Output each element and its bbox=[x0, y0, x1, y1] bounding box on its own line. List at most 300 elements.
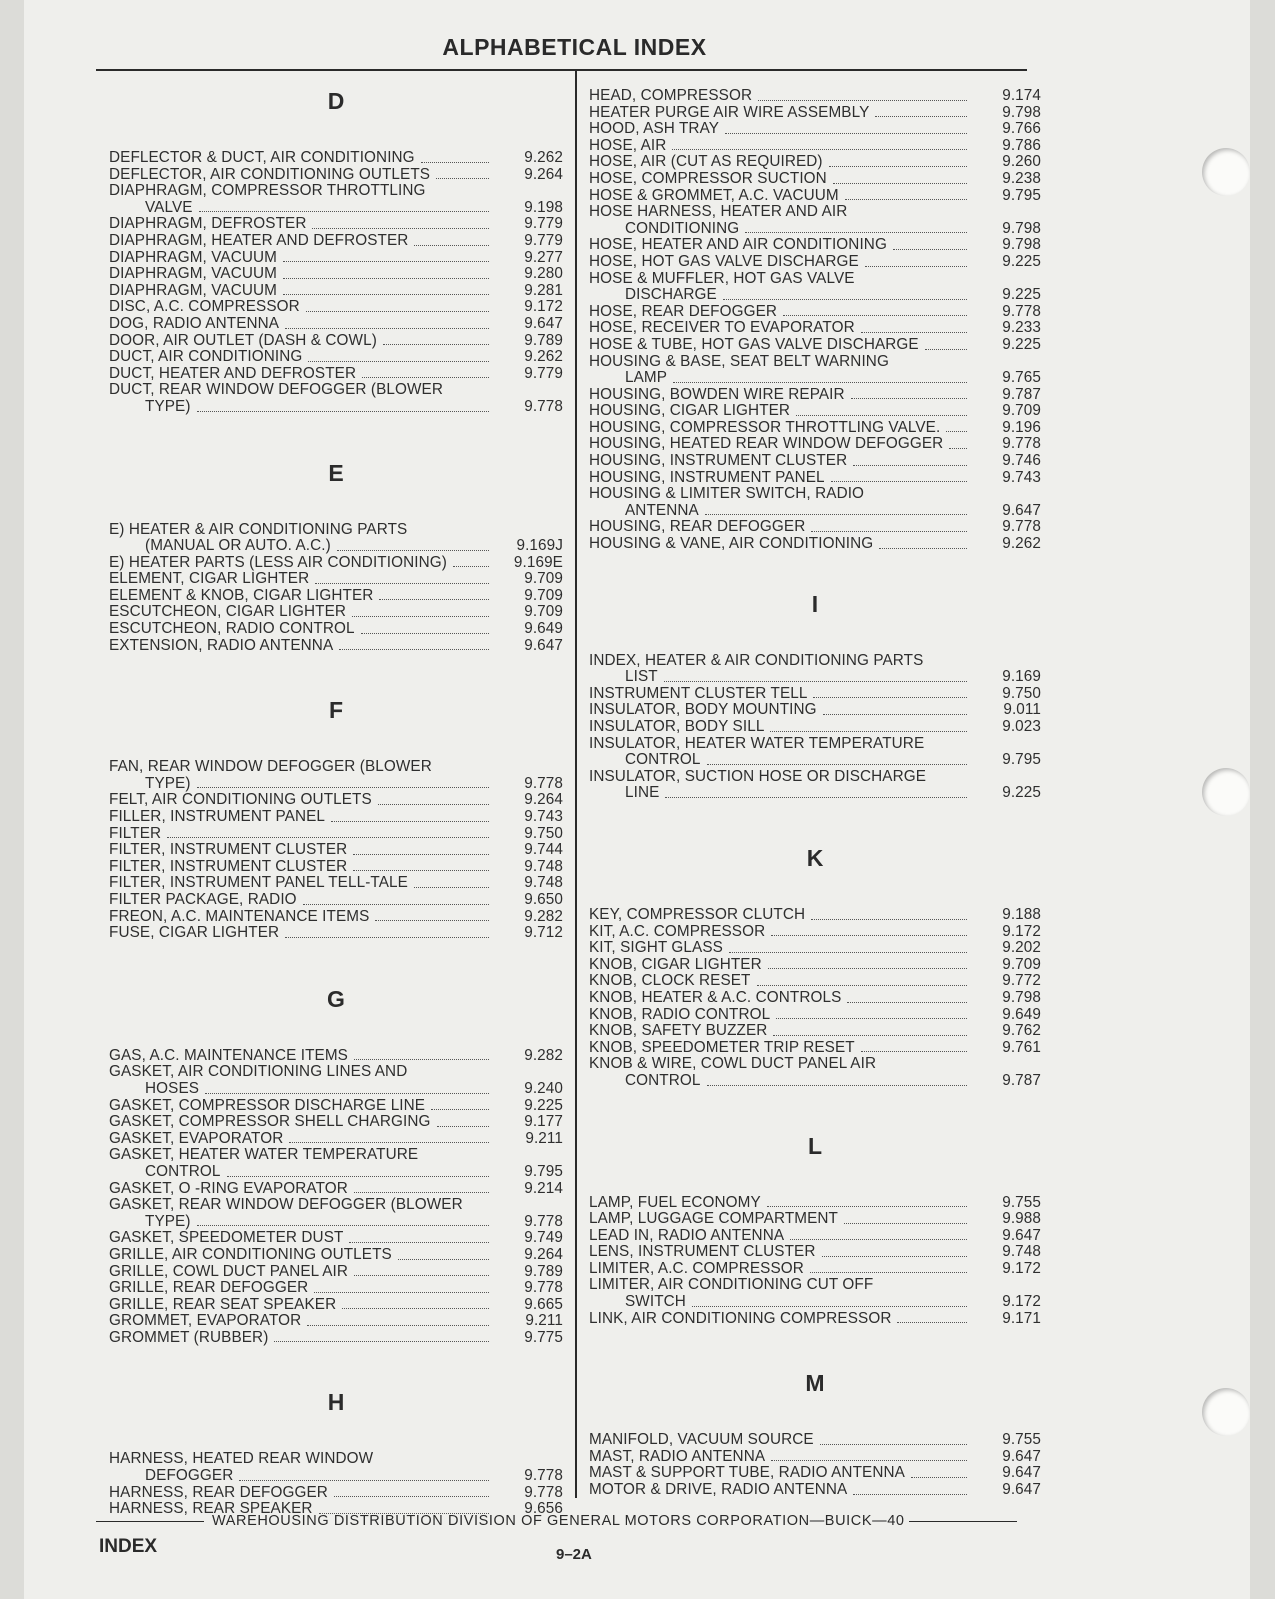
entry-page-number: 9.988 bbox=[1002, 1210, 1041, 1228]
dot-leader bbox=[813, 697, 967, 698]
entry-text: CONDITIONING bbox=[625, 219, 740, 237]
dot-leader bbox=[379, 599, 489, 600]
entry-page-number: 9.647 bbox=[524, 314, 563, 332]
index-entry bbox=[589, 957, 1041, 974]
entry-page-number: 9.778 bbox=[1002, 518, 1041, 536]
entry-page-number: 9.174 bbox=[1002, 87, 1041, 104]
index-entry bbox=[589, 686, 1041, 703]
entry-page-number: 9.225 bbox=[524, 1096, 563, 1114]
entry-text: FILTER bbox=[109, 824, 162, 842]
entry-page-number: 9.282 bbox=[524, 1046, 563, 1064]
dot-leader bbox=[421, 162, 489, 163]
entry-text: LEAD IN, RADIO ANTENNA bbox=[589, 1226, 785, 1244]
entry-text: GROMMET (RUBBER) bbox=[109, 1328, 269, 1346]
dot-leader bbox=[707, 764, 968, 765]
entry-page-number: 9.772 bbox=[1002, 972, 1041, 990]
index-section bbox=[109, 460, 563, 655]
entry-page-number: 9.262 bbox=[1002, 535, 1041, 553]
index-entry bbox=[109, 875, 563, 892]
entry-text: DUCT, REAR WINDOW DEFOGGER (BLOWER bbox=[109, 381, 443, 399]
entry-text: HOSE, RECEIVER TO EVAPORATOR bbox=[589, 319, 855, 337]
entry-page-number: 9.795 bbox=[1002, 186, 1041, 204]
dot-leader bbox=[436, 178, 489, 179]
index-entry bbox=[589, 519, 1041, 536]
index-entry bbox=[589, 973, 1041, 990]
index-entry bbox=[589, 990, 1041, 1007]
entry-page-number: 9.211 bbox=[525, 1129, 563, 1147]
index-entry bbox=[589, 1432, 1041, 1449]
entry-page-number: 9.748 bbox=[1002, 1243, 1041, 1261]
dot-leader bbox=[745, 232, 967, 233]
dot-leader bbox=[861, 332, 967, 333]
binder-hole bbox=[1202, 148, 1250, 196]
dot-leader bbox=[283, 261, 489, 262]
index-entry bbox=[109, 792, 563, 809]
dot-leader bbox=[665, 797, 967, 798]
index-entry bbox=[589, 387, 1041, 404]
dot-leader bbox=[757, 985, 967, 986]
dot-leader bbox=[673, 382, 967, 383]
entry-text: GAS, A.C. MAINTENANCE ITEMS bbox=[109, 1046, 348, 1064]
dot-leader bbox=[851, 398, 967, 399]
entry-text: GASKET, AIR CONDITIONING LINES AND bbox=[109, 1063, 408, 1081]
entry-text: DUCT, HEATER AND DEFROSTER bbox=[109, 364, 357, 382]
dot-leader bbox=[879, 548, 967, 549]
entry-page-number: 9.169E bbox=[513, 553, 563, 571]
entry-text: KNOB & WIRE, COWL DUCT PANEL AIR bbox=[589, 1055, 877, 1073]
entry-text: HOUSING, CIGAR LIGHTER bbox=[589, 402, 791, 420]
entry-page-number: 9.709 bbox=[1002, 402, 1041, 420]
entry-text: HOSES bbox=[145, 1079, 200, 1097]
dot-leader bbox=[773, 1035, 967, 1036]
dot-leader bbox=[199, 211, 489, 212]
entry-text: DUCT, AIR CONDITIONING bbox=[109, 348, 303, 366]
index-entry bbox=[589, 1211, 1041, 1228]
dot-leader bbox=[822, 1256, 967, 1257]
entry-text: GASKET, SPEEDOMETER DUST bbox=[109, 1229, 344, 1247]
index-entry bbox=[109, 366, 563, 383]
entry-page-number: 9.786 bbox=[1002, 136, 1041, 154]
dot-leader bbox=[306, 311, 489, 312]
entry-page-number: 9.171 bbox=[1002, 1309, 1041, 1327]
entry-page-number: 9.656 bbox=[524, 1500, 563, 1518]
dot-leader bbox=[239, 1480, 489, 1481]
dot-leader bbox=[312, 228, 489, 229]
entry-page-number: 9.709 bbox=[524, 603, 563, 621]
dot-leader bbox=[865, 266, 967, 267]
entry-text: DIAPHRAGM, DEFROSTER bbox=[109, 215, 307, 233]
index-entry bbox=[109, 1485, 563, 1502]
index-entry bbox=[109, 1181, 563, 1198]
entry-page-number: 9.750 bbox=[1002, 684, 1041, 702]
index-section bbox=[589, 1133, 1041, 1328]
entry-text: INSULATOR, BODY MOUNTING bbox=[589, 701, 817, 719]
index-entry bbox=[109, 555, 563, 572]
dot-leader bbox=[847, 1002, 967, 1003]
index-entry bbox=[589, 1228, 1041, 1245]
entry-page-number: 9.262 bbox=[524, 348, 563, 366]
entry-page-number: 9.743 bbox=[1002, 468, 1041, 486]
entry-text: HOSE, HEATER AND AIR CONDITIONING bbox=[589, 236, 887, 254]
dot-leader bbox=[378, 804, 489, 805]
entry-page-number: 9.712 bbox=[524, 924, 563, 942]
dot-leader bbox=[758, 100, 967, 101]
entry-text: LIST bbox=[625, 668, 658, 686]
dot-leader bbox=[911, 1477, 967, 1478]
entry-text: LAMP, FUEL ECONOMY bbox=[589, 1193, 761, 1211]
entry-page-number: 9.172 bbox=[1002, 1259, 1041, 1277]
entry-page-number: 9.709 bbox=[1002, 955, 1041, 973]
index-entry bbox=[109, 1247, 563, 1264]
entry-page-number: 9.260 bbox=[1002, 153, 1041, 171]
dot-leader bbox=[285, 328, 489, 329]
index-section bbox=[589, 88, 1041, 553]
dot-leader bbox=[893, 249, 967, 250]
entry-page-number: 9.647 bbox=[1002, 1447, 1041, 1465]
entry-text: HOUSING & VANE, AIR CONDITIONING bbox=[589, 535, 874, 553]
dot-leader bbox=[342, 1308, 489, 1309]
index-entry bbox=[589, 171, 1041, 188]
index-entry bbox=[589, 536, 1041, 553]
entry-page-number: 9.778 bbox=[524, 1212, 563, 1230]
entry-page-number: 9.282 bbox=[524, 907, 563, 925]
index-entry bbox=[109, 842, 563, 859]
dot-leader bbox=[861, 1051, 967, 1052]
entry-page-number: 9.647 bbox=[1002, 501, 1041, 519]
entry-page-number: 9.647 bbox=[1002, 1481, 1041, 1499]
entry-text: INSULATOR, SUCTION HOSE OR DISCHARGE bbox=[589, 767, 927, 785]
entry-page-number: 9.775 bbox=[524, 1328, 563, 1346]
index-entry bbox=[109, 909, 563, 926]
index-entry bbox=[109, 1064, 563, 1097]
dot-leader bbox=[307, 1325, 489, 1326]
entry-text: HOUSING, HEATED REAR WINDOW DEFOGGER bbox=[589, 435, 944, 453]
entry-text: DEFLECTOR & DUCT, AIR CONDITIONING bbox=[109, 149, 415, 166]
entry-text: KNOB, SPEEDOMETER TRIP RESET bbox=[589, 1038, 855, 1056]
entry-page-number: 9.240 bbox=[524, 1079, 563, 1097]
entry-page-number: 9.264 bbox=[524, 165, 563, 183]
dot-leader bbox=[353, 854, 489, 855]
dot-leader bbox=[946, 431, 967, 432]
entry-text: GASKET, COMPRESSOR DISCHARGE LINE bbox=[109, 1096, 426, 1114]
entry-text: DIAPHRAGM, VACUUM bbox=[109, 248, 277, 266]
index-entry bbox=[109, 892, 563, 909]
index-entry bbox=[109, 1280, 563, 1297]
entry-text: MANIFOLD, VACUUM SOURCE bbox=[589, 1431, 814, 1449]
index-section bbox=[109, 1389, 563, 1517]
dot-leader bbox=[725, 133, 967, 134]
entry-page-number: 9.755 bbox=[1002, 1431, 1041, 1449]
index-entry bbox=[109, 522, 563, 555]
entry-text: GRILLE, AIR CONDITIONING OUTLETS bbox=[109, 1245, 392, 1263]
section-letter: H bbox=[327, 1389, 345, 1416]
index-entry bbox=[589, 1195, 1041, 1212]
entry-text: LENS, INSTRUMENT CLUSTER bbox=[589, 1243, 816, 1261]
entry-page-number: 9.779 bbox=[524, 215, 563, 233]
section-label: INDEX bbox=[99, 1536, 158, 1557]
binder-hole bbox=[1202, 1388, 1250, 1436]
entry-page-number: 9.778 bbox=[1002, 435, 1041, 453]
index-entry bbox=[589, 320, 1041, 337]
index-entry bbox=[589, 1449, 1041, 1466]
entry-page-number: 9.795 bbox=[524, 1162, 563, 1180]
dot-leader bbox=[853, 1494, 967, 1495]
entry-page-number: 9.647 bbox=[524, 636, 563, 654]
dot-leader bbox=[334, 1496, 489, 1497]
index-entry bbox=[589, 88, 1041, 105]
entry-text: HOSE & TUBE, HOT GAS VALVE DISCHARGE bbox=[589, 335, 919, 353]
entry-text: INSULATOR, HEATER WATER TEMPERATURE bbox=[589, 734, 925, 752]
index-entry bbox=[589, 940, 1041, 957]
index-entry bbox=[589, 1040, 1041, 1057]
index-entry bbox=[109, 925, 563, 942]
dot-leader bbox=[845, 199, 967, 200]
index-entry bbox=[109, 1098, 563, 1115]
index-entry bbox=[109, 588, 563, 605]
dot-leader bbox=[283, 278, 489, 279]
entry-text: HOSE & MUFFLER, HOT GAS VALVE bbox=[589, 269, 855, 287]
index-entry bbox=[589, 204, 1041, 237]
entry-text: GASKET, O -RING EVAPORATOR bbox=[109, 1179, 348, 1197]
dot-leader bbox=[205, 1093, 489, 1094]
dot-leader bbox=[414, 245, 489, 246]
entry-page-number: 9.750 bbox=[524, 824, 563, 842]
entry-text: HOOD, ASH TRAY bbox=[589, 120, 720, 138]
entry-text: CONTROL bbox=[625, 751, 701, 769]
index-entry bbox=[109, 233, 563, 250]
entry-text: DISCHARGE bbox=[625, 286, 717, 304]
entry-text: HOUSING, REAR DEFOGGER bbox=[589, 518, 806, 536]
dot-leader bbox=[771, 935, 967, 936]
section-letter: K bbox=[806, 844, 824, 871]
entry-page-number: 9.798 bbox=[1002, 219, 1041, 237]
footer-rule bbox=[96, 1521, 204, 1522]
entry-text: HOUSING, COMPRESSOR THROTTLING VALVE. bbox=[589, 418, 941, 436]
dot-leader bbox=[783, 315, 967, 316]
index-entry bbox=[589, 736, 1041, 769]
entry-text: LINK, AIR CONDITIONING COMPRESSOR bbox=[589, 1309, 892, 1327]
entry-page-number: 9.023 bbox=[1002, 718, 1041, 735]
dot-leader bbox=[829, 166, 967, 167]
index-entry bbox=[109, 621, 563, 638]
dot-leader bbox=[197, 411, 489, 412]
dot-leader bbox=[811, 531, 967, 532]
binder-hole bbox=[1202, 768, 1250, 816]
index-entry bbox=[109, 638, 563, 655]
entry-text: LIMITER, A.C. COMPRESSOR bbox=[589, 1259, 804, 1277]
index-entry bbox=[589, 702, 1041, 719]
dot-leader bbox=[707, 1085, 968, 1086]
header-rule bbox=[96, 69, 1027, 71]
index-entry bbox=[109, 759, 563, 792]
index-entry bbox=[109, 216, 563, 233]
entry-text: HARNESS, HEATED REAR WINDOW bbox=[109, 1450, 374, 1468]
dot-leader bbox=[949, 448, 967, 449]
index-entry bbox=[589, 719, 1041, 736]
index-entry bbox=[589, 653, 1041, 686]
entry-text: GROMMET, EVAPORATOR bbox=[109, 1312, 302, 1330]
dot-leader bbox=[853, 465, 967, 466]
entry-page-number: 9.709 bbox=[524, 586, 563, 604]
dot-leader bbox=[349, 1242, 489, 1243]
entry-page-number: 9.778 bbox=[524, 774, 563, 792]
entry-page-number: 9.169 bbox=[1002, 668, 1041, 686]
entry-page-number: 9.264 bbox=[524, 791, 563, 809]
index-entry bbox=[109, 266, 563, 283]
index-entry bbox=[589, 1465, 1041, 1482]
entry-text: DIAPHRAGM, COMPRESSOR THROTTLING bbox=[109, 182, 426, 200]
left-column bbox=[109, 88, 563, 1518]
dot-leader bbox=[823, 714, 967, 715]
column-divider bbox=[575, 71, 577, 1498]
entry-text: LAMP, LUGGAGE COMPARTMENT bbox=[589, 1210, 838, 1228]
entry-page-number: 9.262 bbox=[524, 149, 563, 166]
entry-text: DIAPHRAGM, VACUUM bbox=[109, 281, 277, 299]
dot-leader bbox=[431, 1109, 489, 1110]
index-section bbox=[109, 88, 563, 416]
dot-leader bbox=[729, 952, 967, 953]
dot-leader bbox=[844, 1223, 967, 1224]
entry-page-number: 9.795 bbox=[1002, 751, 1041, 769]
index-entry bbox=[589, 1056, 1041, 1089]
dot-leader bbox=[362, 377, 489, 378]
index-entry bbox=[109, 333, 563, 350]
index-entry bbox=[589, 354, 1041, 387]
entry-text: HOUSING, INSTRUMENT PANEL bbox=[589, 468, 825, 486]
dot-leader bbox=[453, 566, 489, 567]
footer-rule bbox=[909, 1521, 1017, 1522]
index-entry bbox=[109, 604, 563, 621]
index-entry bbox=[589, 470, 1041, 487]
entry-text: DIAPHRAGM, VACUUM bbox=[109, 265, 277, 283]
dot-leader bbox=[820, 1444, 967, 1445]
entry-text: FELT, AIR CONDITIONING OUTLETS bbox=[109, 791, 372, 809]
index-entry bbox=[589, 1023, 1041, 1040]
index-entry bbox=[109, 316, 563, 333]
dot-leader bbox=[833, 183, 967, 184]
section-letter: E bbox=[328, 459, 344, 486]
index-entry bbox=[109, 571, 563, 588]
entry-text: KNOB, RADIO CONTROL bbox=[589, 1005, 771, 1023]
entry-text: LINE bbox=[625, 784, 660, 802]
page-number: 9–2A bbox=[556, 1546, 592, 1563]
entry-text: MAST & SUPPORT TUBE, RADIO ANTENNA bbox=[589, 1464, 905, 1482]
dot-leader bbox=[770, 731, 967, 732]
index-entry bbox=[109, 1230, 563, 1247]
entry-text: E) HEATER PARTS (LESS AIR CONDITIONING) bbox=[109, 553, 447, 571]
entry-text: FILTER, INSTRUMENT CLUSTER bbox=[109, 841, 348, 859]
entry-page-number: 9.233 bbox=[1002, 319, 1041, 337]
index-entry bbox=[109, 826, 563, 843]
index-section bbox=[589, 591, 1041, 802]
dot-leader bbox=[283, 294, 489, 295]
dot-leader bbox=[361, 633, 489, 634]
index-section bbox=[109, 986, 563, 1347]
entry-text: KNOB, CLOCK RESET bbox=[589, 972, 751, 990]
dot-leader bbox=[875, 116, 967, 117]
dot-leader bbox=[339, 649, 489, 650]
entry-text: DISC, A.C. COMPRESSOR bbox=[109, 298, 300, 316]
index-entry bbox=[589, 121, 1041, 138]
entry-text: HOSE & GROMMET, A.C. VACUUM bbox=[589, 186, 839, 204]
entry-page-number: 9.787 bbox=[1002, 1071, 1041, 1089]
index-entry bbox=[109, 283, 563, 300]
entry-page-number: 9.225 bbox=[1002, 286, 1041, 304]
dot-leader bbox=[197, 1225, 489, 1226]
dot-leader bbox=[352, 616, 489, 617]
entry-text: DIAPHRAGM, HEATER AND DEFROSTER bbox=[109, 231, 409, 249]
index-entry bbox=[589, 403, 1041, 420]
index-entry bbox=[589, 1311, 1041, 1328]
dot-leader bbox=[354, 1059, 489, 1060]
dot-leader bbox=[331, 821, 489, 822]
index-section bbox=[589, 1370, 1041, 1498]
index-entry bbox=[109, 809, 563, 826]
entry-text: FILLER, INSTRUMENT PANEL bbox=[109, 808, 326, 826]
entry-page-number: 9.169J bbox=[516, 537, 563, 555]
dot-leader bbox=[197, 787, 489, 788]
entry-text: HOSE, AIR (CUT AS REQUIRED) bbox=[589, 153, 823, 171]
entry-text: GRILLE, REAR SEAT SPEAKER bbox=[109, 1295, 337, 1313]
entry-page-number: 9.188 bbox=[1002, 905, 1041, 923]
entry-text: LIMITER, AIR CONDITIONING CUT OFF bbox=[589, 1276, 874, 1294]
entry-page-number: 9.649 bbox=[524, 620, 563, 638]
entry-text: HARNESS, REAR DEFOGGER bbox=[109, 1483, 328, 1501]
index-entry bbox=[589, 1482, 1041, 1499]
dot-leader bbox=[289, 1142, 489, 1143]
dot-leader bbox=[414, 887, 489, 888]
entry-text: ESCUTCHEON, RADIO CONTROL bbox=[109, 620, 355, 638]
index-entry bbox=[109, 1330, 563, 1347]
entry-text: HOSE, AIR bbox=[589, 136, 667, 154]
entry-text: FREON, A.C. MAINTENANCE ITEMS bbox=[109, 907, 370, 925]
entry-text: ESCUTCHEON, CIGAR LIGHTER bbox=[109, 603, 347, 621]
entry-page-number: 9.789 bbox=[524, 331, 563, 349]
entry-text: HEATER PURGE AIR WIRE ASSEMBLY bbox=[589, 103, 870, 121]
entry-text: VALVE bbox=[145, 198, 193, 216]
entry-text: INDEX, HEATER & AIR CONDITIONING PARTS bbox=[589, 651, 924, 669]
dot-leader bbox=[664, 681, 967, 682]
entry-text: ANTENNA bbox=[625, 501, 699, 519]
entry-text: HOSE, REAR DEFOGGER bbox=[589, 302, 778, 320]
entry-text: GRILLE, COWL DUCT PANEL AIR bbox=[109, 1262, 349, 1280]
entry-text: DEFOGGER bbox=[145, 1467, 234, 1485]
entry-page-number: 9.647 bbox=[1002, 1464, 1041, 1482]
index-entry bbox=[589, 1244, 1041, 1261]
entry-page-number: 9.280 bbox=[524, 265, 563, 283]
entry-page-number: 9.211 bbox=[525, 1312, 563, 1330]
index-entry bbox=[109, 1297, 563, 1314]
entry-text: TYPE) bbox=[145, 397, 191, 415]
entry-text: MAST, RADIO ANTENNA bbox=[589, 1447, 766, 1465]
entry-text: ELEMENT & KNOB, CIGAR LIGHTER bbox=[109, 586, 374, 604]
entry-page-number: 9.011 bbox=[1003, 701, 1041, 719]
entry-page-number: 9.198 bbox=[524, 198, 563, 216]
entry-page-number: 9.709 bbox=[524, 570, 563, 588]
entry-text: CONTROL bbox=[625, 1071, 701, 1089]
dot-leader bbox=[811, 919, 967, 920]
entry-page-number: 9.761 bbox=[1002, 1038, 1041, 1056]
entry-text: TYPE) bbox=[145, 1212, 191, 1230]
entry-page-number: 9.755 bbox=[1002, 1193, 1041, 1211]
entry-page-number: 9.202 bbox=[1002, 939, 1041, 957]
section-letter: I bbox=[811, 590, 819, 617]
entry-page-number: 9.778 bbox=[524, 1279, 563, 1297]
entry-page-number: 9.238 bbox=[1002, 169, 1041, 187]
index-entry bbox=[589, 436, 1041, 453]
dot-leader bbox=[337, 550, 489, 551]
entry-page-number: 9.650 bbox=[524, 891, 563, 908]
